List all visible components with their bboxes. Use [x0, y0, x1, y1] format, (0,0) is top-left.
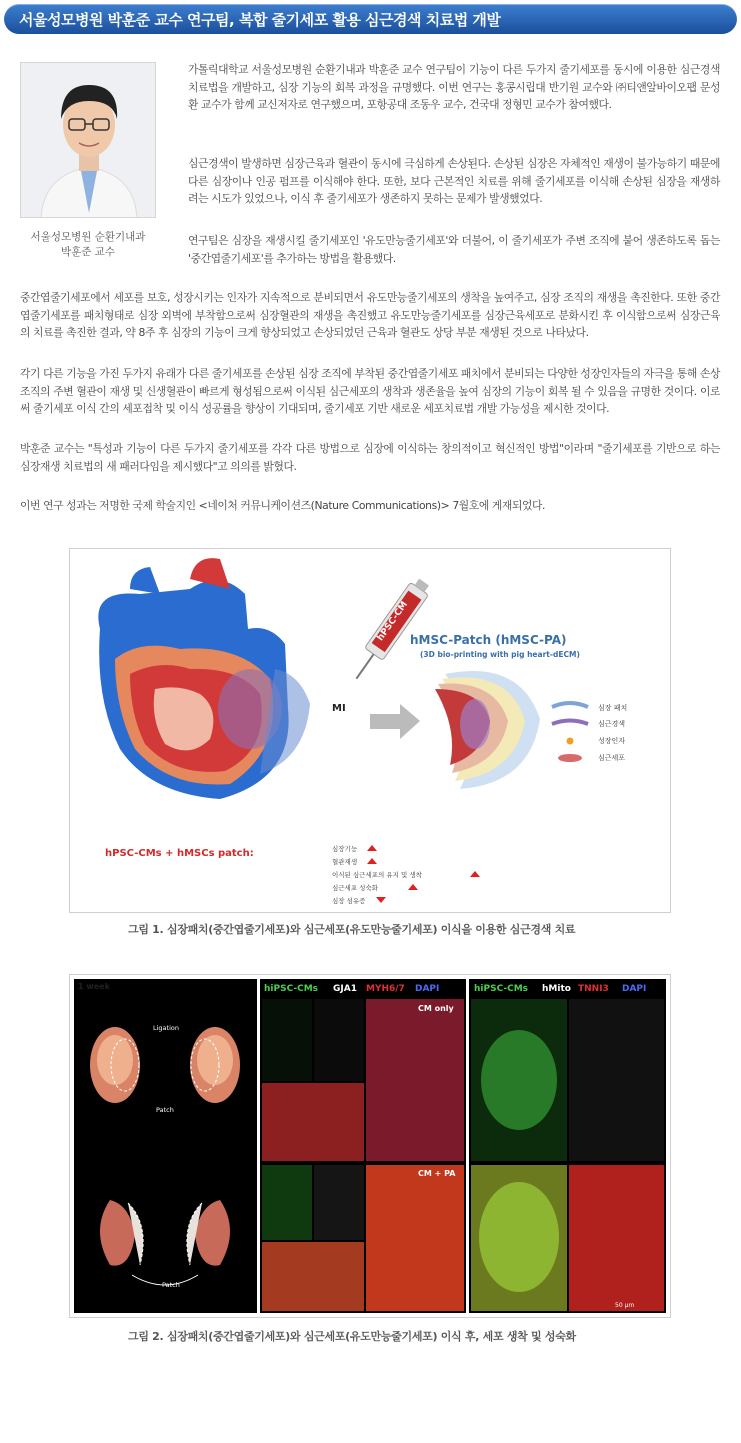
patch-cross-section	[435, 671, 540, 789]
svg-text:DAPI: DAPI	[622, 984, 647, 994]
down-arrow-icon	[376, 897, 386, 903]
svg-text:MYH6/7: MYH6/7	[366, 984, 405, 994]
heart-illustration	[98, 558, 310, 799]
paragraph-6: 박훈준 교수는 "특성과 기능이 다른 두가지 줄기세포를 각각 다른 방법으로 심장에 이식하는 창의적이고 혁신적인 방법"이라며 "줄기세포를 기반으로 하는 심장재생 치료법의 새 패러다임을 제시했다"고 의의를 밝혔다.	[20, 442, 720, 473]
figure-2	[69, 974, 671, 1318]
patch-title: hMSC-Patch (hMSC-PA)	[410, 633, 567, 647]
title-bar	[4, 4, 737, 34]
mi-label: MI	[332, 703, 346, 714]
paragraph-5: 각기 다른 기능을 가진 두가지 유래가 다른 줄기세포를 손상된 심장 조직에 부착된 중간엽줄기세포 패치에서 분비되는 다양한 성장인자들의 자극을 통해 손상조직의 주변 혈관이 재생 및 신생혈관이 빠르게 형성됨으로써 이식된 심근세포의 생착과 생존율을 높여 심장의 기능이 회복 될 수 있음을 규명한 것이다. 이로써 줄기세포 이식 간의 세포접착 및 이식 성공률을 향상이 기대되며, 줄기세포 기반 새로운 세포치료법 개발 가능성을 제시한 것이다.	[20, 367, 720, 415]
arrow-icon	[370, 704, 420, 739]
paragraph-7: 이번 연구 성과는 저명한 국제 학술지인 <네이처 커뮤니케이션즈(Nature Communications)> 7월호에 게재되었다.	[20, 499, 546, 512]
figure-1	[69, 548, 671, 913]
row2-label-a: CM + PA	[418, 1169, 456, 1178]
patch-label-bottom: Patch	[162, 1281, 180, 1289]
effect-1: 심장기능	[332, 845, 358, 853]
svg-text:hMito: hMito	[542, 984, 571, 994]
week-label: 1 week	[78, 982, 110, 991]
row1-label-a: CM only	[418, 1004, 454, 1013]
legend-item-2: 심근경색	[598, 720, 626, 728]
figure-1-caption: 그림 1. 심장패치(중간엽줄기세포)와 심근세포(유도만능줄기세포) 이식을 이용한 심근경색 치료	[128, 923, 576, 936]
svg-text:hiPSC-CMs: hiPSC-CMs	[474, 984, 529, 994]
page-title: 서울성모병원 박훈준 교수 연구팀, 복합 줄기세포 활용 심근경색 치료법 개발	[19, 11, 501, 29]
up-arrow-icon	[408, 884, 418, 890]
svg-text:hiPSC-CMs: hiPSC-CMs	[264, 984, 319, 994]
photo-caption-line2: 박훈준 교수	[60, 246, 116, 258]
photo-caption	[20, 230, 156, 260]
effect-3: 이식된 심근세포의 유지 및 생착	[332, 871, 422, 879]
figure1-legend	[552, 703, 627, 762]
paragraph-1: 가톨릭대학교 서울성모병원 순환기내과 박훈준 교수 연구팀이 기능이 다른 두가지 줄기세포를 동시에 이용한 심근경색 치료법을 개발하고, 심장 기능의 회복 과정을 규명했다. 이번 연구는 홍콩시립대 반기원 교수와 ㈜티앤알바이오팹 문성환 교수가 함께 교신저자로 연구했으며, 포항공대 조동우 교수, 건국대 정형민 교수가 참여했다.	[188, 63, 720, 111]
combo-label: hPSC-CMs + hMSCs patch:	[105, 848, 254, 859]
effect-2: 혈관재생	[332, 858, 358, 866]
professor-portrait-image	[21, 63, 156, 218]
legend-item-3: 성장인자	[598, 737, 626, 745]
paragraph-2: 심근경색이 발생하면 심장근육과 혈관이 동시에 극심하게 손상된다. 손상된 심장은 자체적인 재생이 불가능하기 때문에 다른 심장이나 인공 펌프를 이식해야 한다. 또한, 보다 근본적인 치료를 위해 줄기세포를 이식해 손상된 심장을 재생하려는 시도가 있었으나, 이식 후 줄기세포가 생존하지 못하는 문제가 발생했었다.	[188, 157, 720, 205]
svg-text:GJA1: GJA1	[333, 984, 357, 994]
patch-label-top: Patch	[156, 1106, 174, 1114]
effect-4: 심근세포 성숙화	[332, 884, 379, 892]
scale-label: 50 μm	[615, 1302, 635, 1309]
syringe-label: hPSC-CM	[375, 599, 411, 644]
ligation-label: Ligation	[153, 1024, 179, 1032]
up-arrow-icon	[470, 871, 480, 877]
legend-item-4: 심근세포	[598, 754, 626, 762]
effect-5: 심장 섬유증	[332, 897, 366, 905]
photo-caption-line1: 서울성모병원 순환기내과	[30, 231, 146, 243]
paragraph-3: 연구팀은 심장을 재생시킬 줄기세포인 '유도만능줄기세포'와 더불어, 이 줄기세포가 주변 조직에 붙어 생존하도록 돕는 '중간엽줄기세포'를 추가하는 방법을 활용했다.	[188, 234, 720, 265]
svg-text:DAPI: DAPI	[415, 984, 440, 994]
up-arrow-icon	[367, 858, 377, 864]
effects-list	[332, 844, 480, 905]
professor-photo	[20, 62, 156, 218]
legend-item-1: 심장 패치	[598, 704, 628, 712]
histology-figure	[70, 975, 670, 1317]
up-arrow-icon	[367, 845, 377, 851]
heart-diagram	[70, 549, 670, 912]
figure-2-caption: 그림 2. 심장패치(중간엽줄기세포)와 심근세포(유도만능줄기세포) 이식 후, 세포 생착 및 성숙화	[128, 1330, 576, 1343]
patch-subtitle: (3D bio-printing with pig heart-dECM)	[420, 650, 580, 659]
paragraph-4: 중간엽줄기세포에서 세포를 보호, 성장시키는 인자가 지속적으로 분비되면서 유도만능줄기세포의 생착을 높여주고, 심장 조직의 재생을 촉진한다. 또한 중간엽줄기세포를 패치형태로 심장 외벽에 부착함으로써 심장혈관의 재생을 촉진했고 유도만능줄기세포를 심장근육세포로 분화시킨 후 이식함으로써 심장근육의 치료를 촉진한 결과, 약 8주 후 심장의 기능이 크게 향상되었고 손상되었던 근육과 혈관도 상당 부분 재생된 것으로 나타났다.	[20, 291, 720, 339]
svg-text:TNNI3: TNNI3	[578, 984, 609, 994]
